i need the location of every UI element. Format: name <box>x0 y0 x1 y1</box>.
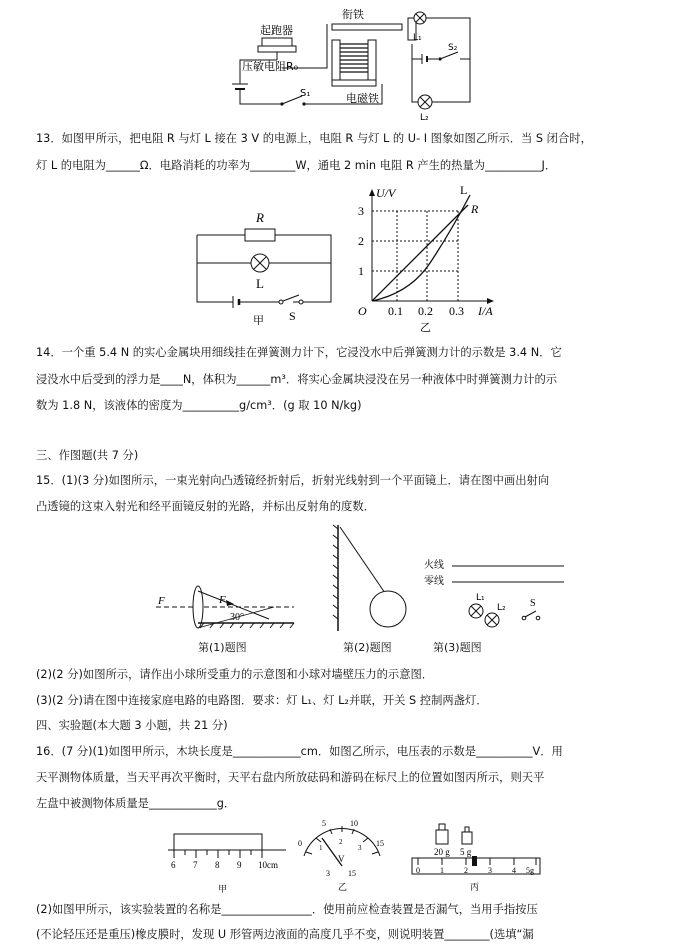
q14-line2: 浸没水中后受到的浮力是____N，体积为______m³．将实心金属块浸没在另一种液体中时弹簧测力计的示 <box>36 373 558 386</box>
section3-title: 三、作图题(共 7 分) <box>36 449 139 462</box>
xtick-3: 0.3 <box>449 304 464 318</box>
ruler-tick-9: 9 <box>237 860 242 870</box>
q15-2: (2)(2 分)如图所示，请作出小球所受重力的示意图和小球对墙壁压力的示意图． <box>36 668 434 681</box>
voltmeter-figure <box>292 818 392 894</box>
q13-line1: 13．如图甲所示，把电阻 R 与灯 L 接在 3 V 的电源上，电阻 R 与灯 L 的 U- I 图象如图乙所示．当 S 闭合时， <box>36 132 592 145</box>
ball <box>370 591 406 627</box>
ytick-3: 3 <box>358 204 364 218</box>
q16-2-line2: (不论轻压还是重压)橡皮膜时，发现 U 形管两边液面的高度几乎不变，则说明装置________(选填“漏 <box>36 928 534 941</box>
live-wire-label: 火线 <box>424 560 444 571</box>
q16-2-line1: (2)如图甲所示，该实验装置的名称是________________．使用前应检查装置是否漏气，当用手指按压 <box>36 903 538 916</box>
ruler-tick-7: 7 <box>193 860 198 870</box>
axis-xlabel: I/A <box>478 304 493 318</box>
starter-label: 起跑器 <box>260 24 293 37</box>
scale-bottom-2: 2 <box>339 838 343 846</box>
caption-yi: 乙 <box>420 321 431 334</box>
fig1-caption: 第(1)题图 <box>198 641 247 654</box>
section4-title: 四、实验题(本大题 3 小题，共 21 分) <box>36 719 228 732</box>
label-S: S <box>289 309 296 323</box>
q16-line3: 左盘中被测物体质量是____________g． <box>36 797 236 810</box>
ruler-tick-8: 8 <box>215 860 220 870</box>
balance-figure <box>408 818 544 894</box>
scale-top-10: 10 <box>350 819 358 828</box>
q13-ui-graph <box>350 183 510 335</box>
lamp-L2-label: L₂ <box>497 603 506 613</box>
lamp1-label: L₁ <box>413 33 422 43</box>
xtick-1: 0.1 <box>388 304 403 318</box>
q15-3: (3)(2 分)请在图中连接家庭电路的电路图．要求：灯 L₁、灯 L₂并联，开关 S 控制两盏灯． <box>36 694 488 707</box>
lamp2-label: L₂ <box>420 113 429 122</box>
ruler-tick-6: 6 <box>171 860 176 870</box>
caption-jia: 甲 <box>253 314 264 325</box>
neutral-wire-label: 零线 <box>424 576 444 587</box>
weight-20g <box>436 830 448 844</box>
string <box>340 527 385 593</box>
scale-bottom-1: 1 <box>319 844 323 852</box>
weight-20g-label: 20 g <box>434 847 450 857</box>
angle-label: 30° <box>230 612 244 623</box>
electromagnet-label: 电磁铁 <box>346 92 379 105</box>
ytick-1: 1 <box>358 264 364 278</box>
scale-bottom-3: 3 <box>358 844 362 852</box>
label-L: L <box>256 276 264 291</box>
q16-line1: 16．(7 分)(1)如图甲所示，木块长度是____________cm．如图乙所示，电压表的示数是__________V．用 <box>36 745 563 758</box>
fig3-caption: 第(3)题图 <box>433 641 482 654</box>
switch-s2-label: S₂ <box>448 43 458 53</box>
q16-line2: 天平测物体质量，当天平再次平衡时，天平右盘内所放砝码和游码在标尺上的位置如图丙所示，则天平 <box>36 771 545 784</box>
weight-5g <box>462 832 472 844</box>
terminal-15: 15 <box>348 869 356 878</box>
q15-line2: 凸透镜的这束入射光和经平面镜反射的光路，并标出反射角的度数． <box>36 500 375 513</box>
caption-jia-16: 甲 <box>218 885 228 894</box>
axis-origin: O <box>358 304 367 318</box>
terminal-3: 3 <box>326 869 330 878</box>
fig2-ball-wall <box>330 523 410 635</box>
wood-block <box>174 834 262 850</box>
weight-5g-label: 5 g <box>460 847 472 857</box>
scale-1: 1 <box>440 866 444 875</box>
scale-5g: 5g <box>526 866 534 875</box>
xtick-2: 0.2 <box>418 304 433 318</box>
sensor-label: 压敏电阻R₀ <box>242 60 299 73</box>
focus-right: F <box>219 594 226 606</box>
label-R: R <box>256 210 264 225</box>
resistor-R <box>245 229 275 241</box>
armature-label: 衔铁 <box>342 8 364 21</box>
ytick-2: 2 <box>358 234 364 248</box>
unit-V: V <box>338 854 345 864</box>
scale-top-5: 5 <box>322 819 326 828</box>
q15-line1: 15．(1)(3 分)如图所示，一束光射向凸透镜经折射后，折射光线射到一个平面镜上．请在图中画出射向 <box>36 474 550 487</box>
switch-s1-label: S₁ <box>300 88 311 99</box>
scale-3: 3 <box>488 866 492 875</box>
axis-ylabel: U/V <box>376 186 396 200</box>
q14-line1: 14．一个重 5.4 N 的实心金属块用细线挂在弹簧测力计下，它浸没水中后弹簧测力计的示数是 3.4 N．它 <box>36 346 562 359</box>
scale-4: 4 <box>512 866 516 875</box>
curve-L-label: L <box>460 183 468 197</box>
switch-S-label: S <box>530 598 536 609</box>
fig3-household-circuit <box>418 556 568 634</box>
caption-bing: 丙 <box>470 883 480 893</box>
scale-2: 2 <box>464 866 468 875</box>
focus-left: F <box>158 595 165 607</box>
curve-R-label: R <box>471 202 479 216</box>
scale-top-0: 0 <box>298 839 302 848</box>
scale-top-15: 15 <box>376 839 384 848</box>
q14-line3: 数为 1.8 N，该液体的密度为__________g/cm³．(g 取 10 N/kg) <box>36 399 362 412</box>
caption-yi-16: 乙 <box>338 883 348 893</box>
ruler-tick-10: 10cm <box>258 860 278 870</box>
ruler-figure <box>166 832 290 894</box>
fig2-caption: 第(2)题图 <box>343 641 392 654</box>
curve-R <box>372 205 468 301</box>
top-circuit-figure <box>222 4 480 122</box>
scale-0: 0 <box>416 866 420 875</box>
q13-line2: 灯 L 的电阻为______Ω．电路消耗的功率为________W，通电 2 min 电阻 R 产生的热量为__________J． <box>36 159 557 172</box>
q13-circuit-jia <box>193 205 341 325</box>
lamp-L1-label: L₁ <box>476 593 485 603</box>
rider <box>472 856 477 866</box>
